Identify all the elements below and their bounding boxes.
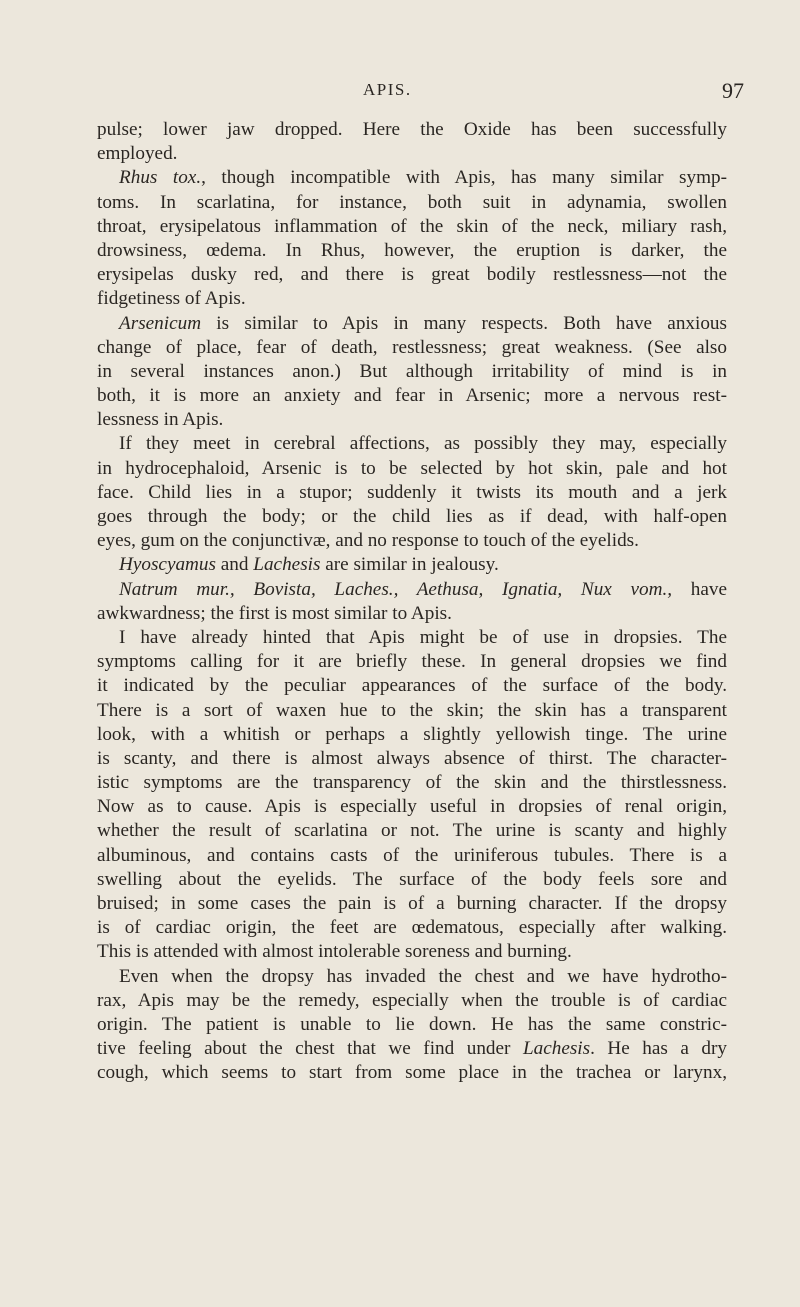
text-segment: have xyxy=(672,578,727,600)
text-line xyxy=(97,432,727,456)
italic-text-segment: Lachesis xyxy=(253,554,321,576)
text-segment: change of place, fear of death, restlessness; great weakness. (See also xyxy=(97,336,727,358)
text-segment: eyes, gum on the conjunctivæ, and no response to touch of the eyelids. xyxy=(97,530,639,552)
text-line xyxy=(97,723,727,747)
text-segment: . He has a dry xyxy=(590,1038,728,1060)
text-line xyxy=(97,940,727,964)
text-segment: , though incompatible with Apis, has many similar symp- xyxy=(201,167,727,189)
text-segment: are similar in jealousy. xyxy=(320,554,499,576)
text-segment: tive feeling about the chest that we find under xyxy=(97,1038,523,1060)
text-line xyxy=(97,239,727,263)
text-segment: There is a sort of waxen hue to the skin; the skin has a transparent xyxy=(97,699,727,721)
text-segment: origin. The patient is unable to lie down. He has the same constric- xyxy=(97,1013,727,1035)
text-line xyxy=(97,868,727,892)
text-segment: is similar to Apis in many respects. Both have anxious xyxy=(201,312,727,334)
text-line xyxy=(97,650,727,674)
text-line xyxy=(97,529,727,553)
text-segment: symptoms calling for it are briefly these. In general dropsies we find xyxy=(97,651,727,673)
text-line xyxy=(97,1061,727,1085)
text-segment: cough, which seems to start from some place in the trachea or larynx, xyxy=(97,1062,727,1084)
text-segment: look, with a whitish or perhaps a slightly yellowish tinge. The urine xyxy=(97,723,727,745)
text-segment: in hydrocephaloid, Arsenic is to be selected by hot skin, pale and hot xyxy=(97,457,727,479)
text-segment: bruised; in some cases the pain is of a burning character. If the dropsy xyxy=(97,893,727,914)
text-segment: toms. In scarlatina, for instance, both suit in adynamia, swollen xyxy=(97,191,727,213)
text-line xyxy=(97,1013,727,1037)
text-line xyxy=(97,1037,727,1061)
text-segment: pulse; lower jaw dropped. Here the Oxide has been successfully xyxy=(97,119,727,140)
text-line xyxy=(97,602,727,626)
page-number: 97 xyxy=(722,78,744,103)
text-line xyxy=(97,965,727,989)
text-segment: istic symptoms are the transparency of the skin and the thirstlessness. xyxy=(97,772,727,794)
text-segment: Even when the dropsy has invaded the chest and we have hydrotho- xyxy=(119,965,727,987)
italic-text-segment: Arsenicum xyxy=(119,312,202,334)
text-line xyxy=(97,989,727,1013)
text-line xyxy=(97,336,727,360)
text-line xyxy=(97,191,727,215)
text-line xyxy=(97,553,727,577)
text-segment: awkwardness; the first is most similar to Apis. xyxy=(97,602,452,624)
text-segment: and xyxy=(215,554,254,576)
text-line xyxy=(97,795,727,819)
text-segment: Now as to cause. Apis is especially useful in dropsies of renal origin, xyxy=(97,796,727,818)
text-line xyxy=(97,142,727,166)
text-segment: fidgetiness of Apis. xyxy=(97,288,246,310)
body-text xyxy=(97,118,727,1086)
text-line xyxy=(97,674,727,698)
text-line xyxy=(97,312,727,336)
text-segment: drowsiness, œdema. In Rhus, however, the eruption is darker, the xyxy=(97,239,727,261)
running-title: APIS. xyxy=(363,80,412,99)
text-segment: swelling about the eyelids. The surface of the body feels sore and xyxy=(97,868,727,890)
italic-text-segment: Hyoscyamus xyxy=(119,554,216,576)
text-segment: This is attended with almost intolerable soreness and burning. xyxy=(97,941,572,963)
text-segment: rax, Apis may be the remedy, especially when the trouble is of cardiac xyxy=(97,989,727,1011)
text-segment: goes through the body; or the child lies as if dead, with half-open xyxy=(97,506,727,527)
text-segment: is of cardiac origin, the feet are œdematous, especially after walking. xyxy=(97,917,727,939)
text-segment: in several instances anon.) But although irritability of mind is in xyxy=(97,360,727,382)
text-line xyxy=(97,457,727,481)
text-line xyxy=(97,578,727,602)
text-line xyxy=(97,166,727,190)
text-segment: throat, erysipelatous inflammation of the skin of the neck, miliary rash, xyxy=(97,215,727,237)
text-segment: it indicated by the peculiar appearances of the surface of the body. xyxy=(97,675,727,697)
italic-text-segment: Natrum mur., Bovista, Laches., Aethusa, Ignatia, Nux vom., xyxy=(119,578,673,600)
text-line xyxy=(97,771,727,795)
text-segment: lessness in Apis. xyxy=(97,409,224,431)
text-line xyxy=(97,215,727,239)
text-line xyxy=(97,360,727,384)
text-segment: whether the result of scarlatina or not. The urine is scanty and highly xyxy=(97,820,727,842)
text-segment: employed. xyxy=(97,143,178,165)
text-line xyxy=(97,626,727,650)
text-line xyxy=(97,384,727,408)
text-segment: I have already hinted that Apis might be of use in dropsies. The xyxy=(119,626,727,648)
text-line xyxy=(97,699,727,723)
text-line xyxy=(97,747,727,771)
text-segment: face. Child lies in a stupor; suddenly it twists its mouth and a jerk xyxy=(97,481,727,503)
text-line xyxy=(97,819,727,843)
text-segment: both, it is more an anxiety and fear in Arsenic; more a nervous rest- xyxy=(97,385,727,407)
text-segment: is scanty, and there is almost always absence of thirst. The character- xyxy=(97,747,727,769)
text-segment: erysipelas dusky red, and there is great bodily restlessness—not the xyxy=(97,264,727,286)
italic-text-segment: Lachesis xyxy=(522,1038,591,1060)
text-line xyxy=(97,892,727,916)
text-line xyxy=(97,118,727,142)
page-header xyxy=(0,80,800,104)
text-line xyxy=(97,916,727,940)
text-line xyxy=(97,844,727,868)
text-line xyxy=(97,505,727,529)
text-line xyxy=(97,263,727,287)
text-line xyxy=(97,287,727,311)
text-segment: If they meet in cerebral affections, as possibly they may, especially xyxy=(119,433,727,455)
text-segment: albuminous, and contains casts of the uriniferous tubules. There is a xyxy=(97,844,727,866)
italic-text-segment: Rhus tox. xyxy=(119,167,202,189)
text-line xyxy=(97,408,727,432)
text-line xyxy=(97,481,727,505)
